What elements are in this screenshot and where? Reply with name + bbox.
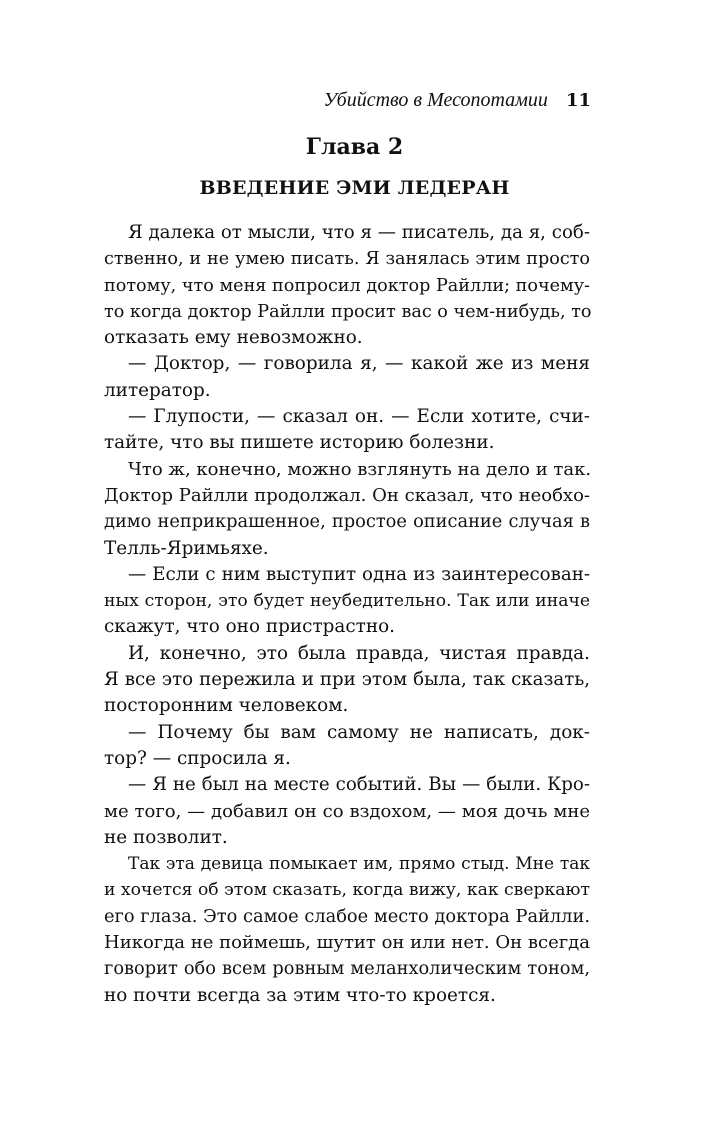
chapter-label: Глава 2 xyxy=(305,134,404,160)
text-line: литератор. xyxy=(104,379,211,401)
text-line: Доктор Райлли продолжал. Он сказал, что необхо- xyxy=(104,484,590,506)
text-line: не позволит. xyxy=(104,826,228,848)
text-line: тайте, что вы пишете историю болезни. xyxy=(104,432,495,454)
text-line: — Если с ним выступит одна из заинтересован- xyxy=(128,563,590,585)
text-line: но почти всегда за этим что-то кроется. xyxy=(104,984,496,1006)
text-line: скажут, что оно пристрастно. xyxy=(104,616,396,638)
text-line: И, конечно, это была правда, чистая правда. xyxy=(128,642,590,664)
book-title: Убийство в Месопотамии xyxy=(323,89,548,111)
text-line: — Глупости, — сказал он. — Если хотите, счи- xyxy=(128,406,590,428)
text-line: — Почему бы вам самому не написать, док- xyxy=(128,721,590,743)
text-line: димо неприкрашенное, простое описание случая в xyxy=(104,511,590,533)
text-line: ных сторон, это будет неубедительно. Так или иначе xyxy=(104,591,590,612)
text-line: тор? — спросила я. xyxy=(104,747,291,769)
text-line: отказать ему невозможно. xyxy=(104,327,363,349)
text-line: Никогда не поймешь, шутит он или нет. Он всегда xyxy=(104,932,590,954)
text-line: Телль-Яримьяхе. xyxy=(104,537,269,559)
text-line: Я все это пережила и при этом была, так сказать, xyxy=(104,669,590,691)
text-line: — Я не был на месте событий. Вы — были. Кро- xyxy=(128,774,590,796)
text-line: Что ж, конечно, можно взглянуть на дело и так. xyxy=(128,458,592,480)
running-header xyxy=(118,88,591,113)
text-line: потому, что меня попросил доктор Райлли; почему- xyxy=(104,275,590,296)
chapter-title: ВВЕДЕНИЕ ЭМИ ЛЕДЕРАН xyxy=(199,177,510,199)
text-line: — Доктор, — говорила я, — какой же из меня xyxy=(128,353,590,375)
text-line: Так эта девица помыкает им, прямо стыд. Мне так xyxy=(128,854,590,875)
text-line: ме того, — добавил он со вздохом, — моя дочь мне xyxy=(104,800,590,822)
text-line: то когда доктор Райлли просит вас о чем-нибудь, то xyxy=(104,301,592,322)
text-line: Я далека от мысли, что я — писатель, да я, соб- xyxy=(128,222,590,243)
text-line: и хочется об этом сказать, когда вижу, как сверкают xyxy=(104,880,590,901)
text-line: его глаза. Это самое слабое место доктора Райлли. xyxy=(104,905,590,927)
text-line: говорит обо всем ровным меланхолическим тоном, xyxy=(104,958,590,980)
page-number: 11 xyxy=(565,90,591,111)
text-line: ственно, и не умею писать. Я занялась этим просто xyxy=(104,249,590,270)
text-line: посторонним человеком. xyxy=(104,695,349,717)
body-text xyxy=(104,220,590,1009)
